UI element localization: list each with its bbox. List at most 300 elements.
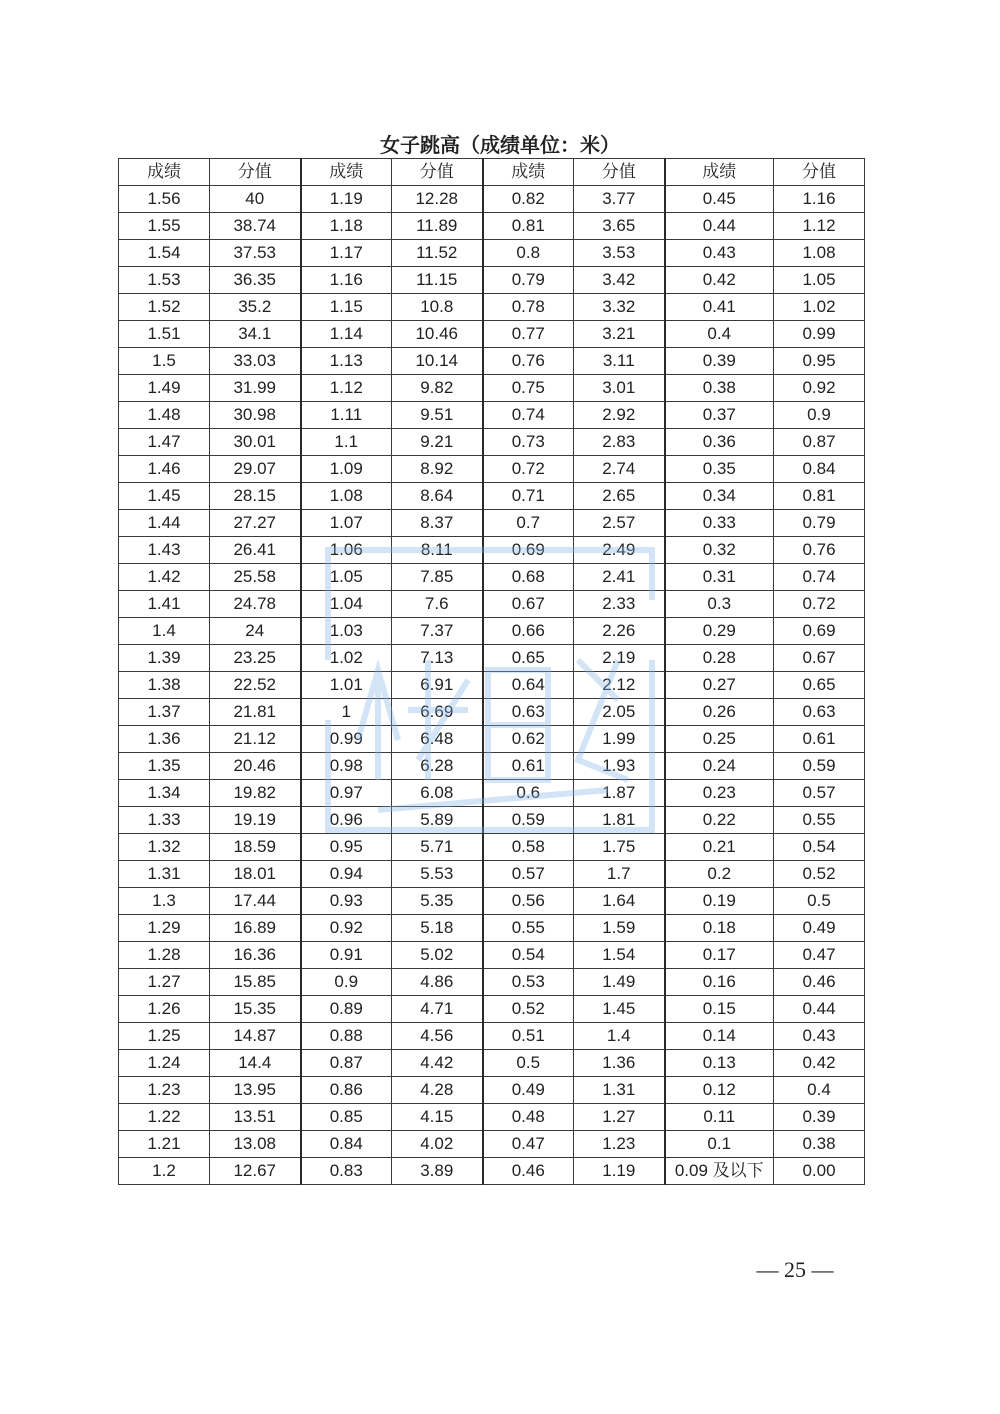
table-row (119, 267, 865, 294)
score-cell: 0.42 (665, 267, 774, 294)
score-cell: 0.17 (665, 942, 774, 969)
score-cell: 0.96 (301, 807, 392, 834)
score-cell: 0.21 (665, 834, 774, 861)
score-cell: 0.72 (483, 456, 574, 483)
score-cell: 0.46 (483, 1158, 574, 1185)
score-cell: 1.33 (119, 807, 210, 834)
points-cell: 1.12 (774, 213, 865, 240)
score-cell: 0.22 (665, 807, 774, 834)
points-cell: 0.38 (774, 1131, 865, 1158)
score-table (118, 158, 865, 1185)
header-score: 成绩 (119, 159, 210, 186)
score-cell: 0.4 (665, 321, 774, 348)
points-cell: 14.4 (210, 1050, 301, 1077)
points-cell: 0.42 (774, 1050, 865, 1077)
points-cell: 4.71 (392, 996, 483, 1023)
score-cell: 0.64 (483, 672, 574, 699)
score-cell: 1.25 (119, 1023, 210, 1050)
points-cell: 30.01 (210, 429, 301, 456)
score-cell: 1.41 (119, 591, 210, 618)
score-cell: 1.42 (119, 564, 210, 591)
points-cell: 28.15 (210, 483, 301, 510)
points-cell: 1.81 (574, 807, 665, 834)
points-cell: 10.8 (392, 294, 483, 321)
points-cell: 1.54 (574, 942, 665, 969)
points-cell: 5.18 (392, 915, 483, 942)
score-cell: 0.89 (301, 996, 392, 1023)
points-cell: 1.59 (574, 915, 665, 942)
table-row (119, 807, 865, 834)
table-row (119, 375, 865, 402)
points-cell: 20.46 (210, 753, 301, 780)
points-cell: 7.6 (392, 591, 483, 618)
points-cell: 2.19 (574, 645, 665, 672)
score-cell: 0.37 (665, 402, 774, 429)
score-cell: 0.48 (483, 1104, 574, 1131)
points-cell: 2.74 (574, 456, 665, 483)
table-row (119, 510, 865, 537)
points-cell: 1.99 (574, 726, 665, 753)
score-cell: 0.79 (483, 267, 574, 294)
score-cell: 1.53 (119, 267, 210, 294)
header-score: 成绩 (301, 159, 392, 186)
score-cell: 1.36 (119, 726, 210, 753)
table-row (119, 753, 865, 780)
points-cell: 11.89 (392, 213, 483, 240)
table-row (119, 564, 865, 591)
score-cell: 0.38 (665, 375, 774, 402)
points-cell: 35.2 (210, 294, 301, 321)
table-row (119, 240, 865, 267)
points-cell: 0.61 (774, 726, 865, 753)
score-cell: 0.19 (665, 888, 774, 915)
score-cell: 0.9 (301, 969, 392, 996)
points-cell: 0.76 (774, 537, 865, 564)
score-cell: 0.43 (665, 240, 774, 267)
score-cell: 0.44 (665, 213, 774, 240)
score-cell: 0.84 (301, 1131, 392, 1158)
score-cell: 1.21 (119, 1131, 210, 1158)
table-row (119, 888, 865, 915)
points-cell: 21.12 (210, 726, 301, 753)
points-cell: 0.52 (774, 861, 865, 888)
score-cell: 1.3 (119, 888, 210, 915)
table-row (119, 321, 865, 348)
score-cell: 0.57 (483, 861, 574, 888)
table-row (119, 915, 865, 942)
points-cell: 5.89 (392, 807, 483, 834)
points-cell: 2.26 (574, 618, 665, 645)
score-cell: 1.09 (301, 456, 392, 483)
points-cell: 3.65 (574, 213, 665, 240)
points-cell: 22.52 (210, 672, 301, 699)
points-cell: 0.59 (774, 753, 865, 780)
score-cell: 1.29 (119, 915, 210, 942)
points-cell: 9.82 (392, 375, 483, 402)
points-cell: 7.85 (392, 564, 483, 591)
points-cell: 0.87 (774, 429, 865, 456)
score-cell: 0.69 (483, 537, 574, 564)
points-cell: 13.95 (210, 1077, 301, 1104)
points-cell: 4.02 (392, 1131, 483, 1158)
score-cell: 0.53 (483, 969, 574, 996)
points-cell: 0.54 (774, 834, 865, 861)
table-title: 女子跳高（成绩单位：米） (380, 133, 620, 157)
score-cell: 0.63 (483, 699, 574, 726)
table-row (119, 294, 865, 321)
score-cell: 1.34 (119, 780, 210, 807)
score-cell: 0.7 (483, 510, 574, 537)
points-cell: 0.67 (774, 645, 865, 672)
points-cell: 30.98 (210, 402, 301, 429)
score-cell: 1.07 (301, 510, 392, 537)
points-cell: 3.21 (574, 321, 665, 348)
points-cell: 17.44 (210, 888, 301, 915)
points-cell: 34.1 (210, 321, 301, 348)
points-cell: 31.99 (210, 375, 301, 402)
points-cell: 1.4 (574, 1023, 665, 1050)
points-cell: 0.39 (774, 1104, 865, 1131)
header-points: 分值 (392, 159, 483, 186)
points-cell: 37.53 (210, 240, 301, 267)
table-row (119, 591, 865, 618)
score-cell: 1.13 (301, 348, 392, 375)
table-row (119, 834, 865, 861)
table-row (119, 726, 865, 753)
score-cell: 0.98 (301, 753, 392, 780)
points-cell: 0.4 (774, 1077, 865, 1104)
points-cell: 8.92 (392, 456, 483, 483)
score-cell: 1.26 (119, 996, 210, 1023)
score-cell: 0.47 (483, 1131, 574, 1158)
points-cell: 1.7 (574, 861, 665, 888)
points-cell: 0.46 (774, 969, 865, 996)
points-cell: 8.11 (392, 537, 483, 564)
score-cell: 0.67 (483, 591, 574, 618)
score-cell: 0.8 (483, 240, 574, 267)
score-cell: 0.2 (665, 861, 774, 888)
score-cell: 0.99 (301, 726, 392, 753)
score-cell: 1.17 (301, 240, 392, 267)
score-cell: 0.75 (483, 375, 574, 402)
points-cell: 3.53 (574, 240, 665, 267)
score-cell: 1.52 (119, 294, 210, 321)
score-cell: 0.76 (483, 348, 574, 375)
score-cell: 0.5 (483, 1050, 574, 1077)
score-cell: 1.46 (119, 456, 210, 483)
score-cell: 1.54 (119, 240, 210, 267)
points-cell: 2.05 (574, 699, 665, 726)
points-cell: 27.27 (210, 510, 301, 537)
points-cell: 19.82 (210, 780, 301, 807)
score-cell: 0.55 (483, 915, 574, 942)
points-cell: 13.08 (210, 1131, 301, 1158)
points-cell: 24.78 (210, 591, 301, 618)
score-cell: 0.91 (301, 942, 392, 969)
points-cell: 0.69 (774, 618, 865, 645)
points-cell: 1.36 (574, 1050, 665, 1077)
score-cell: 0.27 (665, 672, 774, 699)
points-cell: 0.84 (774, 456, 865, 483)
points-cell: 29.07 (210, 456, 301, 483)
points-cell: 36.35 (210, 267, 301, 294)
points-cell: 0.00 (774, 1158, 865, 1185)
points-cell: 4.42 (392, 1050, 483, 1077)
score-cell: 1.1 (301, 429, 392, 456)
table-row (119, 483, 865, 510)
score-cell: 0.93 (301, 888, 392, 915)
points-cell: 2.57 (574, 510, 665, 537)
score-cell: 0.15 (665, 996, 774, 1023)
score-cell: 1.16 (301, 267, 392, 294)
score-cell: 0.88 (301, 1023, 392, 1050)
score-cell: 1.02 (301, 645, 392, 672)
table-row (119, 213, 865, 240)
points-cell: 8.64 (392, 483, 483, 510)
score-cell: 1.03 (301, 618, 392, 645)
points-cell: 5.35 (392, 888, 483, 915)
table-row (119, 1077, 865, 1104)
score-cell: 0.24 (665, 753, 774, 780)
points-cell: 1.93 (574, 753, 665, 780)
points-cell: 7.13 (392, 645, 483, 672)
points-cell: 15.85 (210, 969, 301, 996)
score-cell: 1.14 (301, 321, 392, 348)
score-cell: 0.54 (483, 942, 574, 969)
points-cell: 3.01 (574, 375, 665, 402)
score-cell: 0.51 (483, 1023, 574, 1050)
points-cell: 0.5 (774, 888, 865, 915)
score-cell: 0.82 (483, 186, 574, 213)
points-cell: 38.74 (210, 213, 301, 240)
score-cell: 0.34 (665, 483, 774, 510)
table-row (119, 645, 865, 672)
score-cell: 0.78 (483, 294, 574, 321)
score-cell: 1.51 (119, 321, 210, 348)
score-cell: 0.29 (665, 618, 774, 645)
score-cell: 1.12 (301, 375, 392, 402)
score-cell: 0.97 (301, 780, 392, 807)
points-cell: 16.89 (210, 915, 301, 942)
points-cell: 2.65 (574, 483, 665, 510)
points-cell: 0.63 (774, 699, 865, 726)
score-cell: 1.11 (301, 402, 392, 429)
points-cell: 1.02 (774, 294, 865, 321)
points-cell: 2.92 (574, 402, 665, 429)
header-score: 成绩 (665, 159, 774, 186)
points-cell: 3.89 (392, 1158, 483, 1185)
points-cell: 19.19 (210, 807, 301, 834)
score-cell: 0.12 (665, 1077, 774, 1104)
score-cell: 1.28 (119, 942, 210, 969)
score-cell: 1.35 (119, 753, 210, 780)
score-cell: 0.28 (665, 645, 774, 672)
score-cell: 0.56 (483, 888, 574, 915)
table-row (119, 861, 865, 888)
points-cell: 4.86 (392, 969, 483, 996)
table-row (119, 456, 865, 483)
points-cell: 11.52 (392, 240, 483, 267)
points-cell: 13.51 (210, 1104, 301, 1131)
points-cell: 1.64 (574, 888, 665, 915)
score-cell: 1.24 (119, 1050, 210, 1077)
score-cell: 0.71 (483, 483, 574, 510)
score-cell: 1.48 (119, 402, 210, 429)
score-cell: 0.62 (483, 726, 574, 753)
points-cell: 6.91 (392, 672, 483, 699)
points-cell: 1.19 (574, 1158, 665, 1185)
points-cell: 1.08 (774, 240, 865, 267)
score-cell: 0.32 (665, 537, 774, 564)
points-cell: 3.11 (574, 348, 665, 375)
table-row (119, 1131, 865, 1158)
score-cell: 1.32 (119, 834, 210, 861)
points-cell: 7.37 (392, 618, 483, 645)
points-cell: 15.35 (210, 996, 301, 1023)
header-score: 成绩 (483, 159, 574, 186)
score-cell: 0.33 (665, 510, 774, 537)
score-cell: 1.18 (301, 213, 392, 240)
header-points: 分值 (574, 159, 665, 186)
table-row (119, 186, 865, 213)
score-cell: 0.66 (483, 618, 574, 645)
score-cell: 0.65 (483, 645, 574, 672)
score-cell: 0.92 (301, 915, 392, 942)
score-cell: 0.14 (665, 1023, 774, 1050)
points-cell: 1.75 (574, 834, 665, 861)
score-cell: 0.09 及以下 (665, 1158, 774, 1185)
points-cell: 1.49 (574, 969, 665, 996)
score-cell: 0.77 (483, 321, 574, 348)
points-cell: 3.42 (574, 267, 665, 294)
points-cell: 16.36 (210, 942, 301, 969)
score-cell: 1.47 (119, 429, 210, 456)
header-points: 分值 (774, 159, 865, 186)
points-cell: 1.23 (574, 1131, 665, 1158)
score-cell: 1.38 (119, 672, 210, 699)
points-cell: 12.28 (392, 186, 483, 213)
table-row (119, 942, 865, 969)
score-cell: 1.31 (119, 861, 210, 888)
points-cell: 5.71 (392, 834, 483, 861)
points-cell: 6.08 (392, 780, 483, 807)
table-row (119, 699, 865, 726)
score-cell: 0.6 (483, 780, 574, 807)
score-cell: 1.27 (119, 969, 210, 996)
points-cell: 5.53 (392, 861, 483, 888)
points-cell: 4.15 (392, 1104, 483, 1131)
score-cell: 0.1 (665, 1131, 774, 1158)
score-cell: 0.74 (483, 402, 574, 429)
points-cell: 23.25 (210, 645, 301, 672)
points-cell: 1.27 (574, 1104, 665, 1131)
points-cell: 26.41 (210, 537, 301, 564)
table-body (119, 186, 865, 1185)
score-cell: 1.06 (301, 537, 392, 564)
points-cell: 0.9 (774, 402, 865, 429)
table-row (119, 402, 865, 429)
points-cell: 0.72 (774, 591, 865, 618)
points-cell: 1.16 (774, 186, 865, 213)
points-cell: 0.49 (774, 915, 865, 942)
score-cell: 0.39 (665, 348, 774, 375)
score-cell: 1.37 (119, 699, 210, 726)
table-row (119, 996, 865, 1023)
points-cell: 1.31 (574, 1077, 665, 1104)
points-cell: 0.43 (774, 1023, 865, 1050)
points-cell: 18.59 (210, 834, 301, 861)
points-cell: 2.33 (574, 591, 665, 618)
points-cell: 2.83 (574, 429, 665, 456)
score-cell: 1.39 (119, 645, 210, 672)
score-cell: 0.3 (665, 591, 774, 618)
points-cell: 4.56 (392, 1023, 483, 1050)
points-cell: 4.28 (392, 1077, 483, 1104)
points-cell: 10.14 (392, 348, 483, 375)
points-cell: 0.55 (774, 807, 865, 834)
score-cell: 1.45 (119, 483, 210, 510)
points-cell: 21.81 (210, 699, 301, 726)
score-cell: 0.52 (483, 996, 574, 1023)
score-cell: 0.49 (483, 1077, 574, 1104)
points-cell: 0.44 (774, 996, 865, 1023)
table-row (119, 348, 865, 375)
table-row (119, 429, 865, 456)
score-cell: 0.11 (665, 1104, 774, 1131)
points-cell: 12.67 (210, 1158, 301, 1185)
score-cell: 0.18 (665, 915, 774, 942)
score-cell: 0.58 (483, 834, 574, 861)
score-cell: 1.19 (301, 186, 392, 213)
points-cell: 0.95 (774, 348, 865, 375)
score-cell: 0.45 (665, 186, 774, 213)
score-cell: 0.81 (483, 213, 574, 240)
points-cell: 0.99 (774, 321, 865, 348)
points-cell: 0.92 (774, 375, 865, 402)
header-points: 分值 (210, 159, 301, 186)
score-cell: 0.25 (665, 726, 774, 753)
score-cell: 1.49 (119, 375, 210, 402)
score-cell: 0.16 (665, 969, 774, 996)
points-cell: 6.48 (392, 726, 483, 753)
score-cell: 1 (301, 699, 392, 726)
points-cell: 0.79 (774, 510, 865, 537)
score-cell: 1.5 (119, 348, 210, 375)
score-cell: 0.73 (483, 429, 574, 456)
points-cell: 3.77 (574, 186, 665, 213)
table-row (119, 1158, 865, 1185)
table-row (119, 618, 865, 645)
table-row (119, 672, 865, 699)
points-cell: 14.87 (210, 1023, 301, 1050)
score-cell: 1.2 (119, 1158, 210, 1185)
score-cell: 1.55 (119, 213, 210, 240)
table-row (119, 1104, 865, 1131)
score-cell: 1.4 (119, 618, 210, 645)
points-cell: 40 (210, 186, 301, 213)
table-row (119, 1023, 865, 1050)
points-cell: 2.41 (574, 564, 665, 591)
points-cell: 5.02 (392, 942, 483, 969)
score-cell: 0.95 (301, 834, 392, 861)
points-cell: 0.57 (774, 780, 865, 807)
points-cell: 0.74 (774, 564, 865, 591)
points-cell: 0.65 (774, 672, 865, 699)
points-cell: 6.28 (392, 753, 483, 780)
score-cell: 0.59 (483, 807, 574, 834)
score-cell: 0.85 (301, 1104, 392, 1131)
score-cell: 0.83 (301, 1158, 392, 1185)
